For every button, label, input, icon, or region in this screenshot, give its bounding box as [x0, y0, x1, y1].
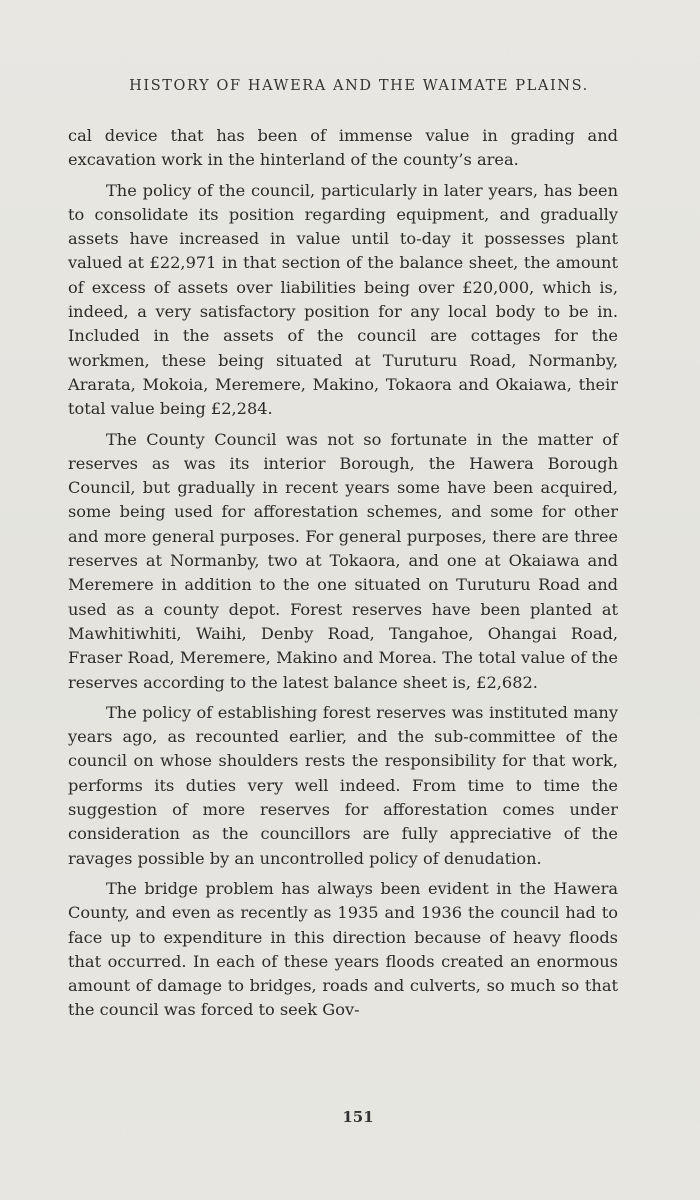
- body-text: [68, 124, 618, 1029]
- page-number: 151: [342, 1108, 374, 1126]
- paragraph-reserves: The County Council was not so fortunate in the matter of reserves as was its interior Borough, the Hawera Borough Council, but gradually in recent years some have been acquired, some being used for afforestation schemes, and some for other and more general purposes. For general purposes, there are three reserves at Normanby, two at Tokaora, and one at Okaiawa and Meremere in addition to the one situated on Turuturu Road and used as a county depot. Forest reserves have been planted at Mawhitiwhiti, Waihi, Denby Road, Tangahoe, Ohangai Road, Fraser Road, Meremere, Makino and Morea. The total value of the reserves according to the latest balance sheet is, £2,682.: [68, 429, 618, 692]
- paragraph-bridge-problem: The bridge problem has always been evident in the Hawera County, and even as recently as 1935 and 1936 the council had to face up to expenditure in this direction because of heavy floods that occurred. In each of these years floods created an enormous amount of damage to bridges, roads and culverts, so much so that the council was forced to seek Gov-: [68, 878, 618, 1020]
- paragraph-forest-reserves: The policy of establishing forest reserves was instituted many years ago, as recounted earlier, and the sub-committee of the council on whose shoulders rests the responsibility for that work, performs its duties very well indeed. From time to time the suggestion of more reserves for afforestation comes under consideration as the councillors are fully appreciative of the ravages possible by an uncontrolled policy of denudation.: [68, 702, 618, 868]
- paragraph-equipment-policy: The policy of the council, particularly in later years, has been to consolidate its position regarding equipment, and gradually assets have increased in value until to-day it possesses plant valued at £22,971 in that section of the balance sheet, the amount of excess of assets over liabilities being over £20,000, which is, indeed, a very satisfactory position for any local body to be in. Included in the assets of the council are cottages for the workmen, these being situated at Turuturu Road, Normanby, Ararata, Mokoia, Meremere, Makino, Tokaora and Okaiawa, their total value being £2,284.: [68, 180, 618, 419]
- running-head: HISTORY OF HAWERA AND THE WAIMATE PLAINS.: [129, 78, 589, 94]
- paragraph-continuation: cal device that has been of immense value in grading and excavation work in the hinterland of the county’s area.: [68, 126, 618, 170]
